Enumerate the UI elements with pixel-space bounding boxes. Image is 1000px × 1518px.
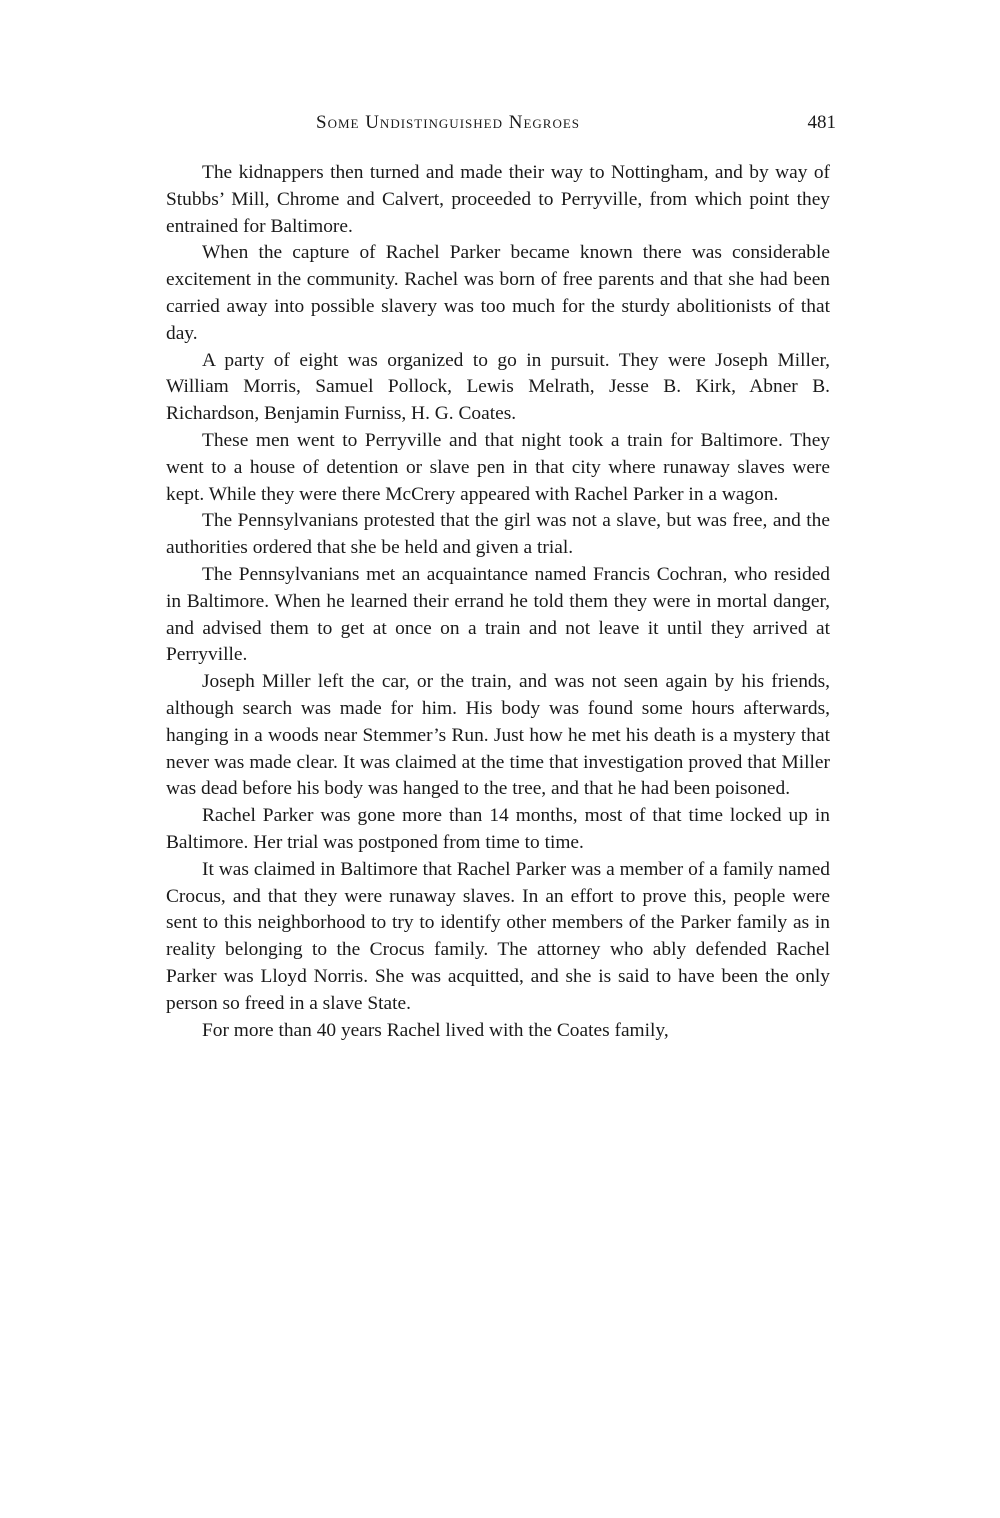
- paragraph-3: A party of eight was organized to go in pursuit. They were Joseph Miller, William Morris, Samuel Pollock, Lewis Melrath, Jesse B. Kirk, Abner B. Richardson, Benjamin Furniss, H. G. Coates.: [166, 349, 830, 425]
- page-number: 481: [807, 112, 836, 133]
- paragraph-10: For more than 40 years Rachel lived with the Coates family,: [202, 1019, 669, 1041]
- running-head: [166, 112, 836, 142]
- running-title: Some Undistinguished Negroes: [316, 112, 581, 133]
- paragraph-2: When the capture of Rachel Parker became known there was considerable excitement in the community. Rachel was born of free parents and that she had been carried away into possible slavery was too much for the sturdy abolitionists of that day.: [166, 242, 830, 344]
- paragraph-5: The Pennsylvanians protested that the girl was not a slave, but was free, and the authorities ordered that she be held and given a trial.: [166, 510, 830, 559]
- body-text: [166, 160, 830, 1044]
- paragraph-6: The Pennsylvanians met an acquaintance named Francis Cochran, who resided in Baltimore. When he learned their errand he told them they were in mortal danger, and advised them to get at once on a train and not leave it until they arrived at Perryville.: [166, 563, 830, 666]
- paragraph-8: Rachel Parker was gone more than 14 months, most of that time locked up in Baltimore. Her trial was postponed from time to time.: [166, 805, 830, 853]
- paragraph-7: Joseph Miller left the car, or the train, and was not seen again by his friends, although search was made for him. His body was found some hours afterwards, hanging in a woods near Stemmer’s Run. Just how he met his death is a mystery that never was made clear. It was claimed at the time that investigation proved that Miller was dead before his body was hanged to the tree, and that he had been poisoned.: [166, 671, 830, 800]
- paragraph-9: It was claimed in Baltimore that Rachel Parker was a member of a family named Crocus, and that they were runaway slaves. In an effort to prove this, people were sent to this neighborhood to try to identify other members of the Parker family as in reality belonging to the Crocus family. The attorney who ably defended Rachel Parker was Lloyd Norris. She was acquitted, and she is said to have been the only person so freed in a slave State.: [166, 858, 830, 1014]
- paragraph-1: The kidnappers then turned and made their way to Nottingham, and by way of Stubbs’ Mill, Chrome and Calvert, proceeded to Perryville, from which point they entrained for Baltimore.: [166, 162, 830, 237]
- paragraph-4: These men went to Perryville and that night took a train for Baltimore. They went to a house of detention or slave pen in that city where runaway slaves were kept. While they were there McCrery appeared with Rachel Parker in a wagon.: [166, 429, 830, 505]
